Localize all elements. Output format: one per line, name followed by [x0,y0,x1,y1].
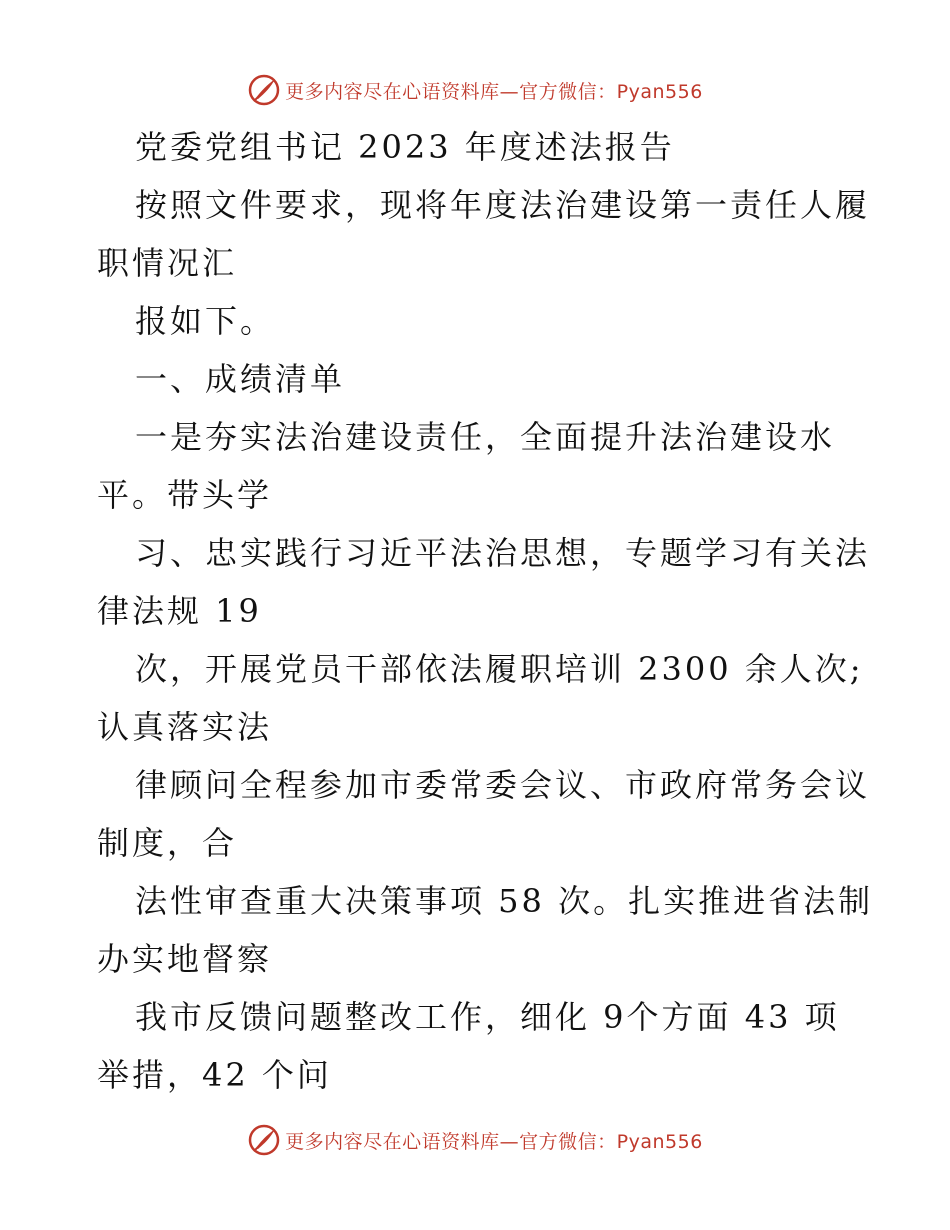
paragraph-line: 一是夯实法治建设责任，全面提升法治建设水 [135,418,836,456]
paragraph-line: 法性审查重大决策事项 58 次。扎实推进省法制 [135,882,874,920]
paragraph-line: 举措，42 个问 [97,1056,332,1094]
paragraph-line: 我市反馈问题整改工作，细化 9个方面 43 项 [135,998,840,1036]
paragraph-line: 制度，合 [97,824,238,862]
header-watermark-text: 更多内容尽在心语资料库—官方微信：Pyan556 [285,80,703,103]
paragraph-line: 次，开展党员干部依法履职培训 2300 余人次; [135,650,864,688]
paragraph-line: 职情况汇 [97,244,238,282]
header-watermark [0,70,950,110]
paragraph-line: 按照文件要求，现将年度法治建设第一责任人履 [135,186,871,224]
paragraph-line: 办实地督察 [97,940,273,978]
quill-logo-icon [247,73,281,107]
paragraph-line: 报如下。 [135,302,276,340]
footer-watermark-text: 更多内容尽在心语资料库—官方微信：Pyan556 [285,1130,703,1153]
section-heading: 一、成绩清单 [135,360,346,398]
paragraph-line: 律法规 19 [97,592,262,630]
document-title: 党委党组书记 2023 年度述法报告 [135,128,675,166]
paragraph-line: 平。带头学 [97,476,273,514]
paragraph-line: 律顾问全程参加市委常委会议、市政府常务会议 [135,766,871,804]
paragraph-line: 习、忠实践行习近平法治思想，专题学习有关法 [135,534,871,572]
quill-logo-icon [247,1123,281,1157]
footer-watermark [0,1120,950,1160]
paragraph-line: 认真落实法 [97,708,273,746]
